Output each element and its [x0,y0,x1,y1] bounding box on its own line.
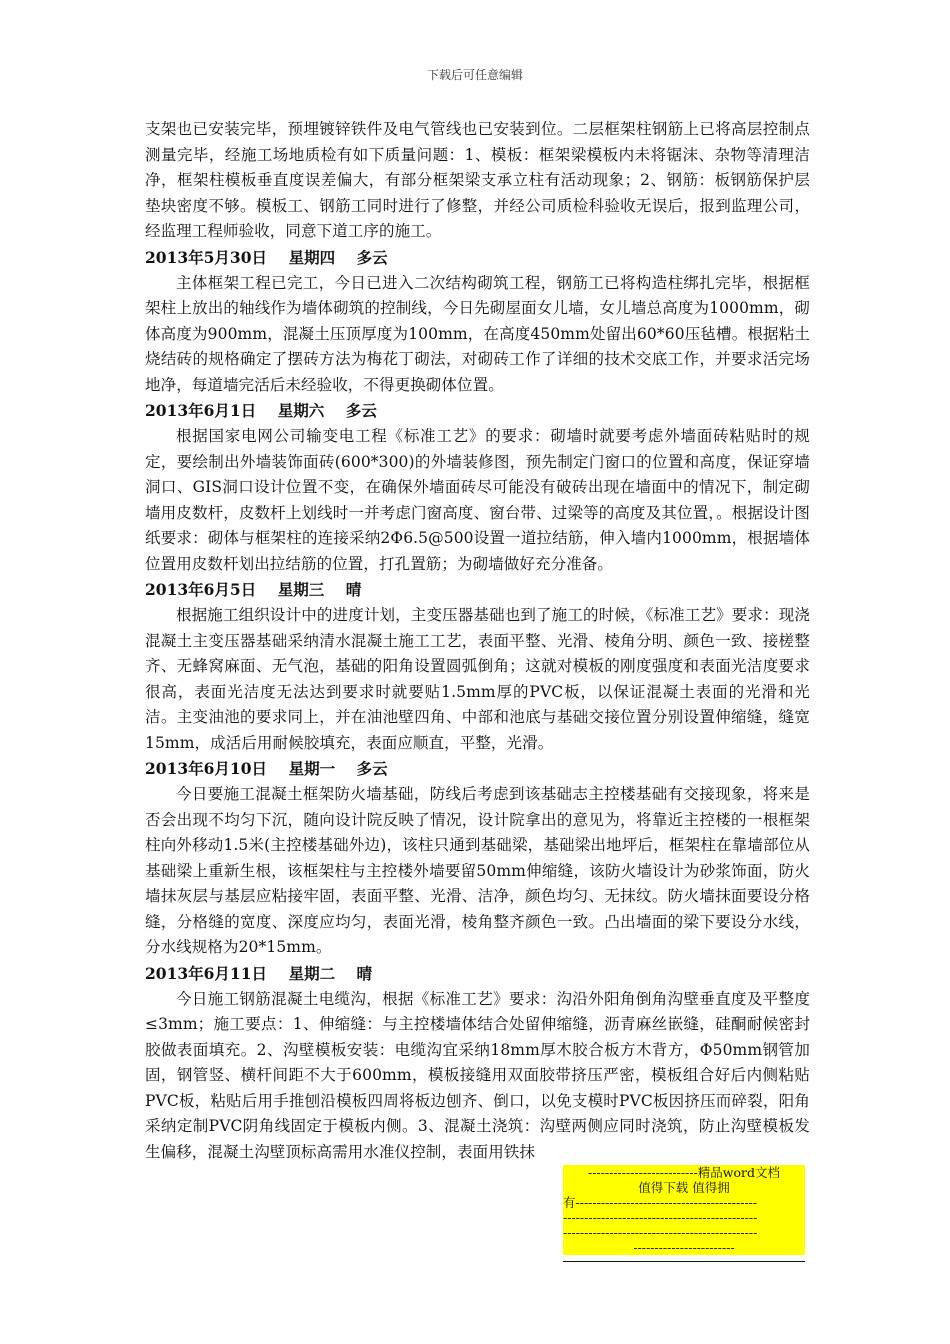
entry-date: 2013年6月1日 星期六 多云 [145,401,377,420]
footer-watermark [563,1165,805,1262]
footer-line: 值得下载 值得拥 [563,1180,805,1195]
entry-paragraph: 今日要施工混凝土框架防火墙基础，防线后考虑到该基础志主控楼基础有交接现象，将来是否会出现不均匀下沉，随向设计院反映了情况，设计院拿出的意见为，将靠近主控楼的一根框架柱向外移动1.5米(主控楼基础外边)，该柱只通到基础梁，基础梁出地坪后，框架柱在靠墙部位从基础梁上重新生根，该框架柱与主控楼外墙要留50mm伸缩缝，该防火墙设计为砂浆饰面，防火墙抹灰层与基层应粘接牢固，表面平整、光滑、洁净，颜色均匀、无抹纹。防火墙抹面要设分格缝，分格缝的宽度、深度应均匀，表面光滑，棱角整齐颜色一致。凸出墙面的梁下要设分水线，分水线规格为20*15mm。 [145,785,810,956]
entry-date: 2013年6月10日 星期一 多云 [145,759,388,778]
continuation-paragraph: 支架也已安装完毕，预埋镀锌铁件及电气管线也已安装到位。二层框架柱钢筋上已将高层控制点测量完毕，经施工场地质检有如下质量问题：1、模板：框架梁模板内未将锯沫、杂物等清理洁净，框架柱模板垂直度误差偏大，有部分框架梁支承立柱有活动现象；2、钢筋：板钢筋保护层垫块密度不够。模板工、钢筋工同时进行了修整，并经公司质检科验收无误后，报到监理公司，经监理工程师验收，同意下道工序的施工。 [145,120,810,240]
entry-date: 2013年5月30日 星期四 多云 [145,247,388,267]
footer-line: 有------------------------------------------- [563,1195,805,1210]
entry-paragraph: 根据国家电网公司输变电工程《标准工艺》的要求：砌墙时就要考虑外墙面砖粘贴时的规定，要绘制出外墙装饰面砖(600*300)的外墙装修图，预先制定门窗口的位置和高度，保证穿墙洞口、GIS洞口设计位置不变，在确保外墙面砖尽可能没有破砖出现在墙面中的情况下，制定砌墙用皮数杆，皮数杆上划线时一并考虑门窗高度、窗台带、过梁等的高度及其位置，。根据设计图纸要求：砌体与框架柱的连接采纳2Φ6.5@500设置一道拉结筋，伸入墙内1000mm，根据墙体位置用皮数杆划出拉结筋的位置，打孔置筋；为砌墙做好充分准备。 [145,427,810,573]
footer-line: --------------------------精品word文档 [563,1165,805,1180]
footer-rule [563,1257,805,1262]
document-body [145,117,810,1165]
page-header: 下载后可任意编辑 [426,68,523,82]
entry-date: 2013年6月5日 星期三 晴 [145,580,362,599]
entry-paragraph: 主体框架工程已完工，今日已进入二次结构砌筑工程，钢筋工已将构造柱绑扎完毕，根据框架柱上放出的轴线作为墙体砌筑的控制线，今日先砌屋面女儿墙，女儿墙总高度为1000mm，砌体高度为900mm，混凝土压顶厚度为100mm，在高度450mm处留出60*60压毡槽。根据粘土烧结砖的规格确定了摆砖方法为梅花丁砌法，对砌砖工作了详细的技术交底工作，并要求活完场地净，每道墙完活后未经验收，不得更换砌体位置。 [145,273,810,394]
entry-paragraph: 根据施工组织设计中的进度计划，主变压器基础也到了施工的时候，《标准工艺》要求：现浇混凝土主变压器基础采纳清水混凝土施工工艺，表面平整、光滑、棱角分明、颜色一致、接槎整齐、无蜂窝麻面、无气泡，基础的阳角设置圆弧倒角；这就对模板的刚度强度和表面光洁度要求很高，表面光洁度无法达到要求时就要贴1.5mm厚的PVC板，以保证混凝土表面的光滑和光洁。主变油池的要求同上，并在油池壁四角、中部和池底与基础交接位置分别设置伸缩缝，缝宽15mm，成活后用耐候胶填充，表面应顺直，平整，光滑。 [145,606,810,752]
footer-line: ---------------------------------------------- [563,1225,805,1240]
entry-paragraph: 今日施工钢筋混凝土电缆沟，根据《标准工艺》要求：沟沿外阳角倒角沟壁垂直度及平整度≤3mm；施工要点：1、伸缩缝：与主控楼墙体结合处留伸缩缝，沥青麻丝嵌缝，硅酮耐候密封胶做表面填充。2、沟壁模板安装：电缆沟宜采纳18mm厚木胶合板方木背方，Φ50mm钢管加固，钢管竖、横杆间距不大于600mm，模板接缝用双面胶带挤压严密，模板组合好后内侧粘贴PVC板，粘贴后用手推刨沿模板四周将板边刨齐、倒口，以免支模时PVC板因挤压而碎裂，阳角采纳定制PVC阴角线固定于模板内侧。3、混凝土浇筑：沟壁两侧应同时浇筑，防止沟壁模板发生偏移，混凝土沟壁顶标高需用水准仪控制，表面用铁抹 [145,989,810,1161]
footer-line: ------------------------ [563,1240,805,1255]
entry-date: 2013年6月11日 星期二 晴 [145,963,373,983]
footer-line: ---------------------------------------------- [563,1210,805,1225]
